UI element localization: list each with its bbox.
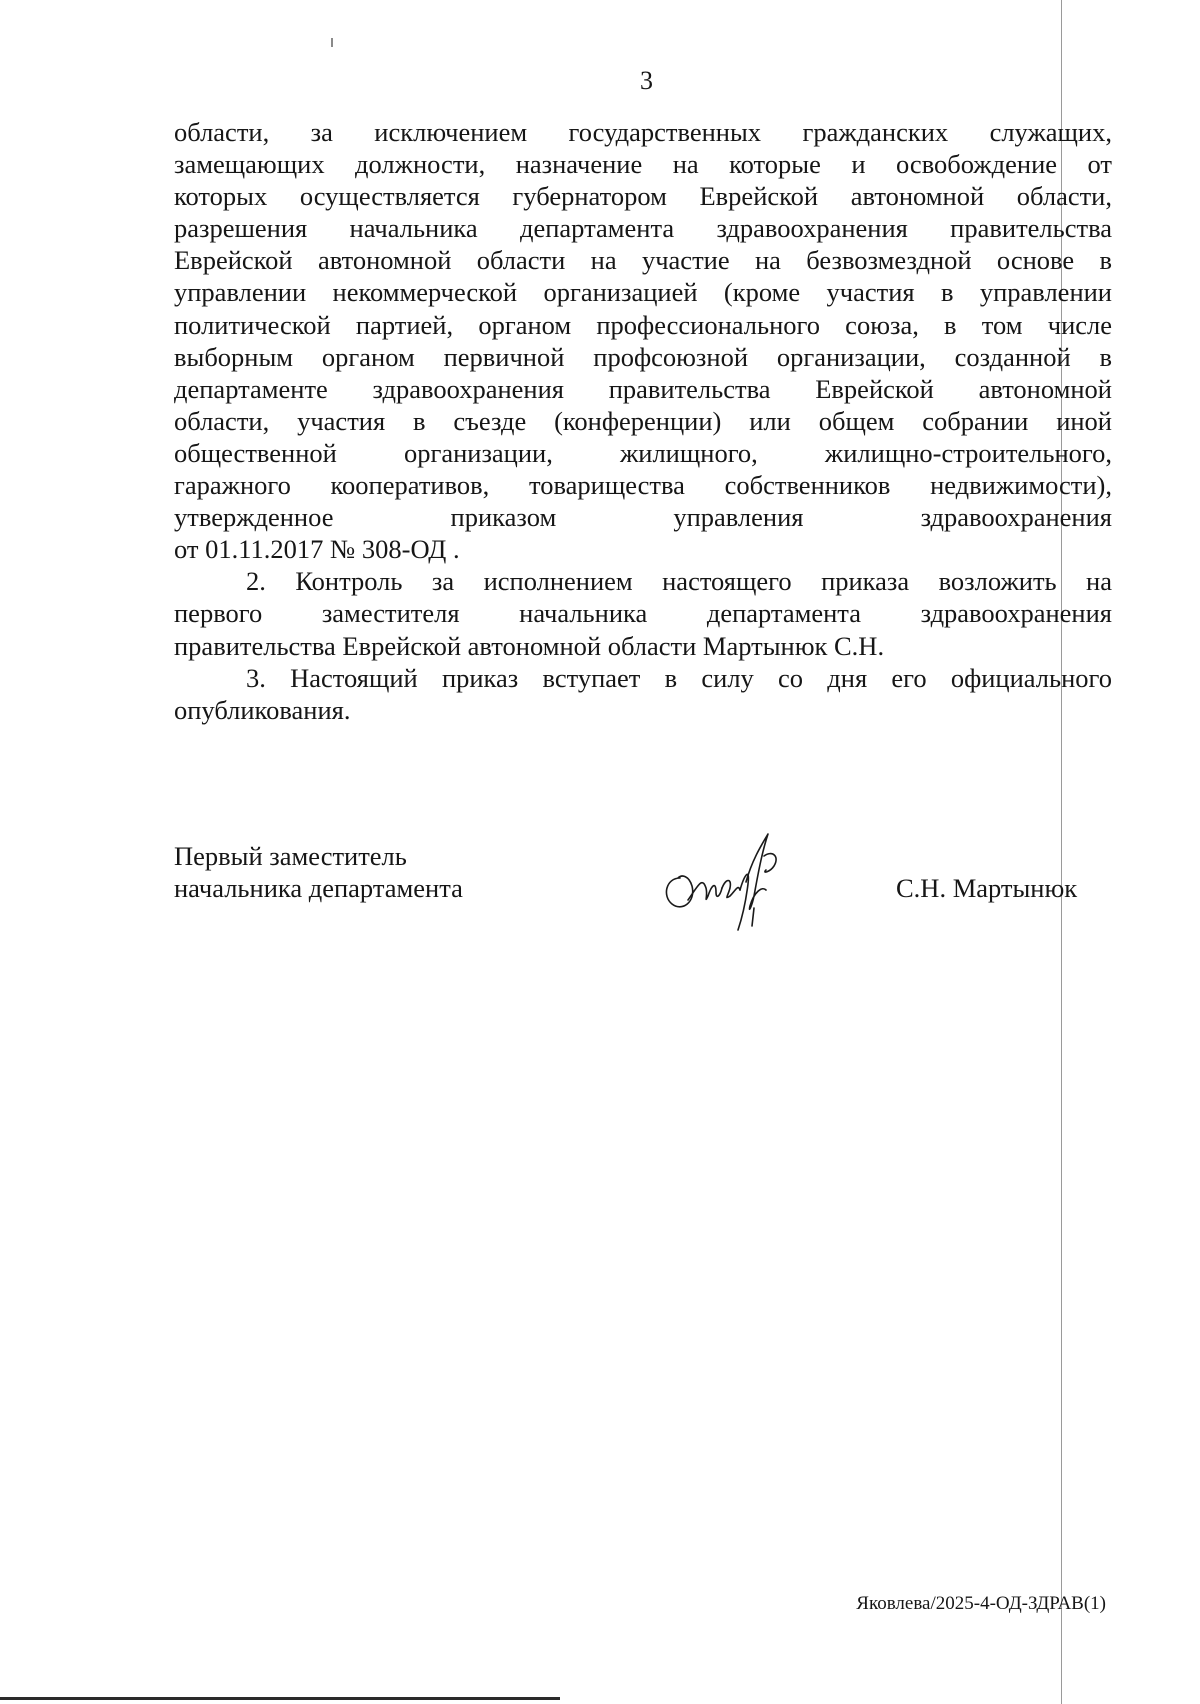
text-line: разрешения начальника департамента здравоохранения правительства (174, 213, 1112, 244)
text-line: управлении некоммерческой организацией (кроме участия в управлении (174, 277, 1112, 308)
text-line: от 01.11.2017 № 308-ОД . (174, 534, 460, 565)
text-line: правительства Еврейской автономной области Мартынюк С.Н. (174, 630, 885, 661)
text-line: 3. Настоящий приказ вступает в силу со дня его официального (246, 662, 1112, 693)
text-line: 2. Контроль за исполнением настоящего приказа возложить на (246, 566, 1112, 597)
text-line: которых осуществляется губернатором Еврейской автономной области, (174, 181, 1112, 212)
signatory-position (174, 840, 463, 904)
text-line: департаменте здравоохранения правительства Еврейской автономной (174, 373, 1112, 404)
text-line: замещающих должности, назначение на которые и освобождение от (174, 149, 1112, 180)
document-body (174, 116, 1112, 726)
footer-reference: Яковлева/2025-4-ОД-ЗДРАВ(1) (856, 1593, 1106, 1614)
text-line: политической партией, органом профессионального союза, в том числе (174, 309, 1112, 340)
paragraph-3 (174, 662, 1112, 726)
position-line: Первый заместитель (174, 841, 407, 871)
scan-bottom-edge (0, 1697, 560, 1700)
page-number: 3 (640, 66, 653, 95)
text-line: области, участия в съезде (конференции) или общем собрании иной (174, 405, 1112, 436)
text-line: общественной организации, жилищного, жилищно-строительного, (174, 437, 1112, 468)
text-line: утвержденное приказом управления здравоохранения (174, 502, 1112, 533)
paragraph-1 (174, 116, 1112, 565)
text-line: гаражного кооперативов, товарищества собственников недвижимости), (174, 470, 1112, 501)
scan-speck (331, 38, 333, 47)
text-line: Еврейской автономной области на участие на безвозмездной основе в (174, 245, 1112, 276)
paragraph-2 (174, 565, 1112, 661)
text-line: опубликования. (174, 694, 351, 725)
position-line: начальника департамента (174, 873, 463, 903)
text-line: первого заместителя начальника департамента здравоохранения (174, 598, 1112, 629)
text-line: области, за исключением государственных гражданских служащих, (174, 117, 1112, 147)
text-line: выборным органом первичной профсоюзной организации, созданной в (174, 341, 1112, 372)
signer-name: С.Н. Мартынюк (896, 873, 1078, 903)
handwritten-signature (658, 826, 798, 936)
